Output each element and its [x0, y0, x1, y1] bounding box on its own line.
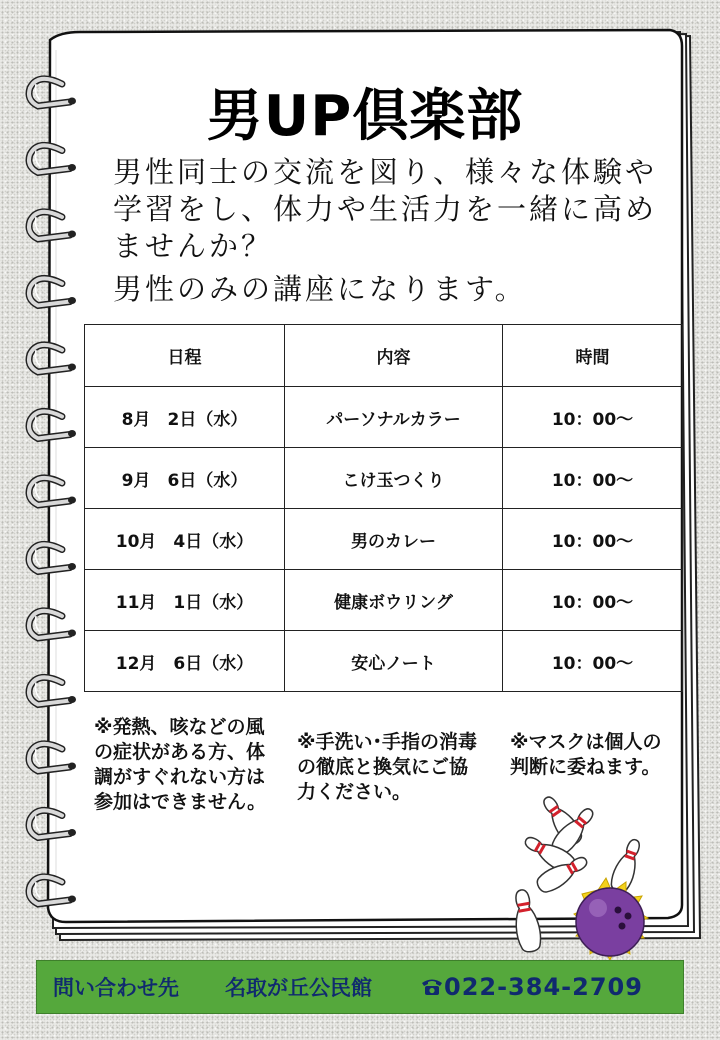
spiral-ring: [29, 877, 76, 904]
row-time: 10：00～: [503, 509, 683, 570]
row-content: パーソナルカラー: [285, 387, 503, 448]
row-content: 健康ボウリング: [285, 570, 503, 631]
spiral-ring: [29, 278, 76, 305]
spiral-ring: [29, 145, 76, 172]
intro-note: 男性のみの講座になります。: [113, 272, 527, 306]
bowling-ball-icon: [576, 888, 644, 956]
row-date: 10月 4日（水）: [85, 509, 285, 570]
row-content: 男のカレー: [285, 509, 503, 570]
row-content: 安心ノート: [285, 631, 503, 692]
header-date: 日程: [85, 325, 285, 387]
contact-footer: [36, 960, 684, 1014]
schedule-table: [84, 324, 683, 692]
row-content: こけ玉つくり: [285, 448, 503, 509]
telephone-icon: [420, 977, 444, 997]
row-date: 9月 6日（水）: [85, 448, 285, 509]
table-row: [85, 509, 683, 570]
table-row: [85, 631, 683, 692]
header-time: 時間: [503, 325, 683, 387]
spiral-ring: [29, 611, 76, 638]
spiral-ring: [29, 212, 76, 239]
row-time: 10：00～: [503, 387, 683, 448]
spiral-ring: [29, 744, 76, 771]
spiral-ring: [29, 79, 76, 106]
spiral-ring: [29, 478, 76, 505]
header-content: 内容: [285, 325, 503, 387]
note-symptoms: ※発熱、咳などの風の症状がある方、体調がすぐれない方は参加はできません。: [94, 716, 267, 813]
table-row: [85, 448, 683, 509]
note-mask: ※マスクは個人の判断に委ねます。: [510, 731, 662, 778]
table-header-row: [85, 325, 683, 387]
row-time: 10：00～: [503, 631, 683, 692]
row-time: 10：00～: [503, 448, 683, 509]
bowling-pin: [608, 837, 645, 895]
spiral-rings: [0, 0, 90, 950]
spiral-ring: [29, 810, 76, 837]
row-time: 10：00～: [503, 570, 683, 631]
spiral-ring: [29, 677, 76, 704]
table-row: [85, 570, 683, 631]
venue-name: 名取が丘公民館: [225, 976, 372, 1000]
spiral-ring: [29, 544, 76, 571]
spiral-ring: [29, 345, 76, 372]
phone-line: [420, 973, 643, 1001]
note-hygiene: ※手洗い･手指の消毒の徹底と換気にご協力ください。: [297, 731, 477, 803]
bowling-pin: [510, 888, 544, 954]
contact-label: 問い合わせ先: [53, 976, 179, 1000]
spiral-ring: [29, 411, 76, 438]
bowling-pins-illustration: [486, 790, 682, 980]
row-date: 12月 6日（水）: [85, 631, 285, 692]
phone-number: 022-384-2709: [444, 973, 643, 1001]
row-date: 11月 1日（水）: [85, 570, 285, 631]
row-date: 8月 2日（水）: [85, 387, 285, 448]
intro-text: 男性同士の交流を図り、様々な体験や学習をし、体力や生活力を一緒に高めませんか？: [113, 155, 658, 263]
page-title: 男UP倶楽部: [206, 84, 524, 149]
table-row: [85, 387, 683, 448]
